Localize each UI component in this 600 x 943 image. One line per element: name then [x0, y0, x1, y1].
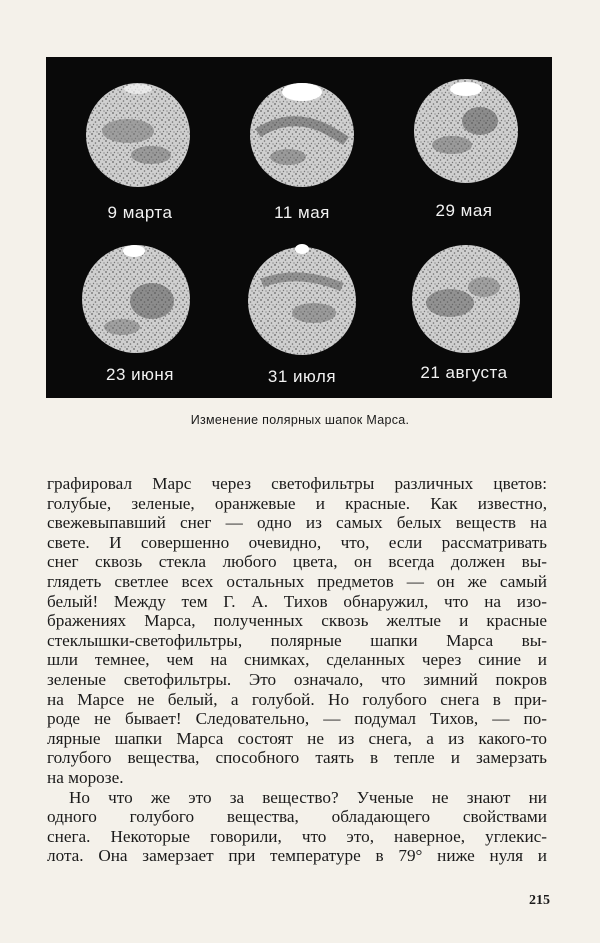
text-line: роде не бывает! Следовательно, — подумал Тихов, — по- [47, 709, 547, 729]
text-line: снег сквозь стекла любого цвета, он всегда должен вы- [47, 552, 547, 572]
text-line: зеленые светофильтры. Это означало, что зимний покров [47, 669, 547, 689]
mars-panel [218, 61, 386, 231]
mars-planet-image [56, 63, 224, 203]
text-line: на морозе. [47, 767, 124, 787]
text-line: свежевыпавший снег — одно из самых белых веществ на [47, 513, 547, 533]
text-line: шли темнее, чем на снимках, сделанных через синие и [47, 650, 547, 670]
text-line: глядеть светлее всех остальных предметов — он же самый [47, 571, 547, 591]
date-label: 23 июня [106, 365, 174, 384]
date-label: 21 августа [420, 363, 508, 382]
text-line: лярные шапки Марса состоят не из снега, а из какого-то [47, 728, 547, 748]
mars-planet-image [380, 229, 548, 369]
page-number: 215 [529, 893, 550, 908]
mars-panel [56, 63, 224, 233]
text-line: одного голубого вещества, обладающего свойствами [47, 807, 547, 827]
text-line: графировал Марс через светофильтры различных цветов: [47, 474, 547, 493]
date-label: 31 июля [267, 367, 337, 386]
text-line: бражениях Марса, полученных сквозь желтые и красные [47, 611, 547, 631]
text-line: свете. И совершенно очевидно, что, если рассматривать [47, 532, 547, 552]
text-line: голубого вещества, способного таять в тепле и замерзать [47, 748, 547, 768]
mars-panel [380, 229, 548, 399]
mars-panel [218, 229, 386, 399]
date-label: 29 мая [435, 201, 493, 220]
date-label: 11 мая [274, 203, 330, 222]
mars-planet-image [56, 229, 224, 369]
text-line: снега. Некоторые говорили, что это, наверное, углекис- [47, 826, 547, 846]
date-label: 9 марта [107, 203, 173, 222]
text-line: голубые, зеленые, оранжевые и красные. Как известно, [47, 493, 547, 513]
text-line: лота. Она замерзает при температуре в 79° ниже нуля и [47, 846, 547, 866]
mars-planet-image [218, 61, 386, 201]
figure-caption: Изменение полярных шапок Марса. [190, 413, 410, 427]
mars-panel [56, 229, 224, 399]
body-text [47, 474, 547, 866]
text-line: Но что же это за вещество? Ученые не знают ни [69, 787, 547, 807]
mars-panel [380, 59, 548, 229]
text-line: белый! Между тем Г. А. Тихов обнаружил, что на изо- [47, 591, 547, 611]
mars-photo-figure [46, 57, 552, 398]
text-line: на Марсе не белый, а голубой. Но голубого снега в при- [47, 689, 547, 709]
mars-planet-image [218, 229, 386, 369]
text-line: стеклышки-светофильтры, полярные шапки Марса вы- [47, 630, 547, 650]
mars-planet-image [380, 59, 548, 199]
